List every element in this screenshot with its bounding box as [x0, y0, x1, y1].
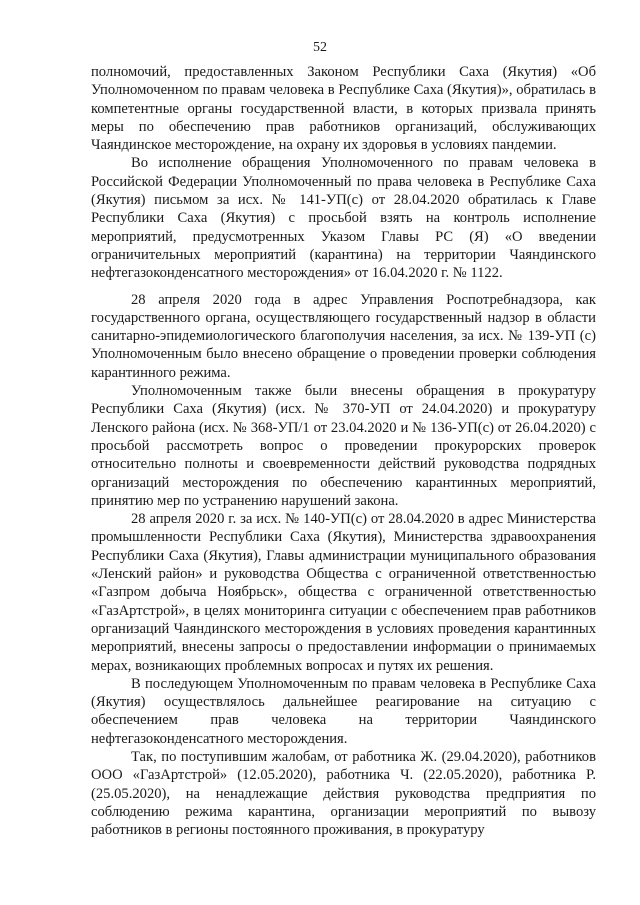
paragraph-further-response: В последующем Уполномоченным по правам человека в Республике Саха (Якутия) осуществлялось дальнейшее реагирование на ситуацию с обеспечением прав человека на территории Чаяндинского нефтегазоконденсатного месторождения.	[91, 675, 596, 747]
paragraph-rospotrebnadzor: 28 апреля 2020 года в адрес Управления Роспотребнадзора, как государственного органа, осуществляющего государственный надзор в области санитарно-эпидемиологического благополучия населения, за исх. № 139-УП (с) Уполномоченным было внесено обращение о проведении проверки соблюдения карантинного режима.	[91, 291, 596, 381]
paragraph-ministry-requests: 28 апреля 2020 г. за исх. № 140-УП(с) от 28.04.2020 в адрес Министерства промышленности Республики Саха (Якутия), Министерства здравоохранения Республики Саха (Якутия), Главы администрации муниципального образования «Ленский район» и руководства Общества с ограниченной ответственностью «Газпром добыча Ноябрьск», общества с ограниченной ответственностью «ГазАртстрой», в целях мониторинга ситуации с обеспечением прав работников организаций Чаяндинского месторождения в условиях проведения карантинных мероприятий, внесены запросы о предоставлении информации о принимаемых мерах, возникающих проблемных вопросах и путях их решения.	[91, 511, 596, 674]
paragraph-appeal-to-head: Во исполнение обращения Уполномоченного по правам человека в Российской Федерации Уполномоченный по права человека в Республике Саха (Якутия) письмом за исх. № 141-УП(с) от 28.04.2020 обратилась к Главе Республики Саха (Якутия) с просьбой взять на контроль исполнение мероприятий, предусмотренных Указом Главы РС (Я) «О введении ограничительных мероприятий (карантина) на территории Чаяндинского нефтегазоконденсатного месторождения» от 16.04.2020 г. № 1122.	[91, 155, 596, 282]
document-body	[91, 63, 596, 839]
paragraph-prosecutor-appeals: Уполномоченным также были внесены обращения в прокуратуру Республики Саха (Якутия) (исх. № 370-УП от 24.04.2020) и прокуратуру Ленского района (исх. № 368-УП/1 от 23.04.2020 и № 136-УП(с) от 26.04.2020) с просьбой рассмотреть вопрос о проведении прокурорских проверок относительно полноты и своевременности действий руководства подрядных организаций месторождения по обеспечению карантинных мероприятий, принятию мер по устранению нарушений закона.	[91, 383, 596, 509]
paragraph-complaints: Так, по поступившим жалобам, от работника Ж. (29.04.2020), работников ООО «ГазАртстрой» (12.05.2020), работника Ч. (22.05.2020), работника Р. (25.05.2020), на ненадлежащие действия руководства предприятия по соблюдению режима карантина, организации мероприятий по вывозу работников в регионы постоянного проживания, в прокуратуру	[91, 748, 596, 839]
paragraph-intro-continuation: полномочий, предоставленных Законом Республики Саха (Якутия) «Об Уполномоченном по правам человека в Республике Саха (Якутия)», обратилась в компетентные органы государственной власти, в которых призвала принять меры по обеспечению прав работников организаций, обслуживающих Чаяндинское месторождение, на охрану их здоровья в условиях пандемии.	[91, 64, 596, 154]
page-number: 52	[313, 40, 327, 55]
